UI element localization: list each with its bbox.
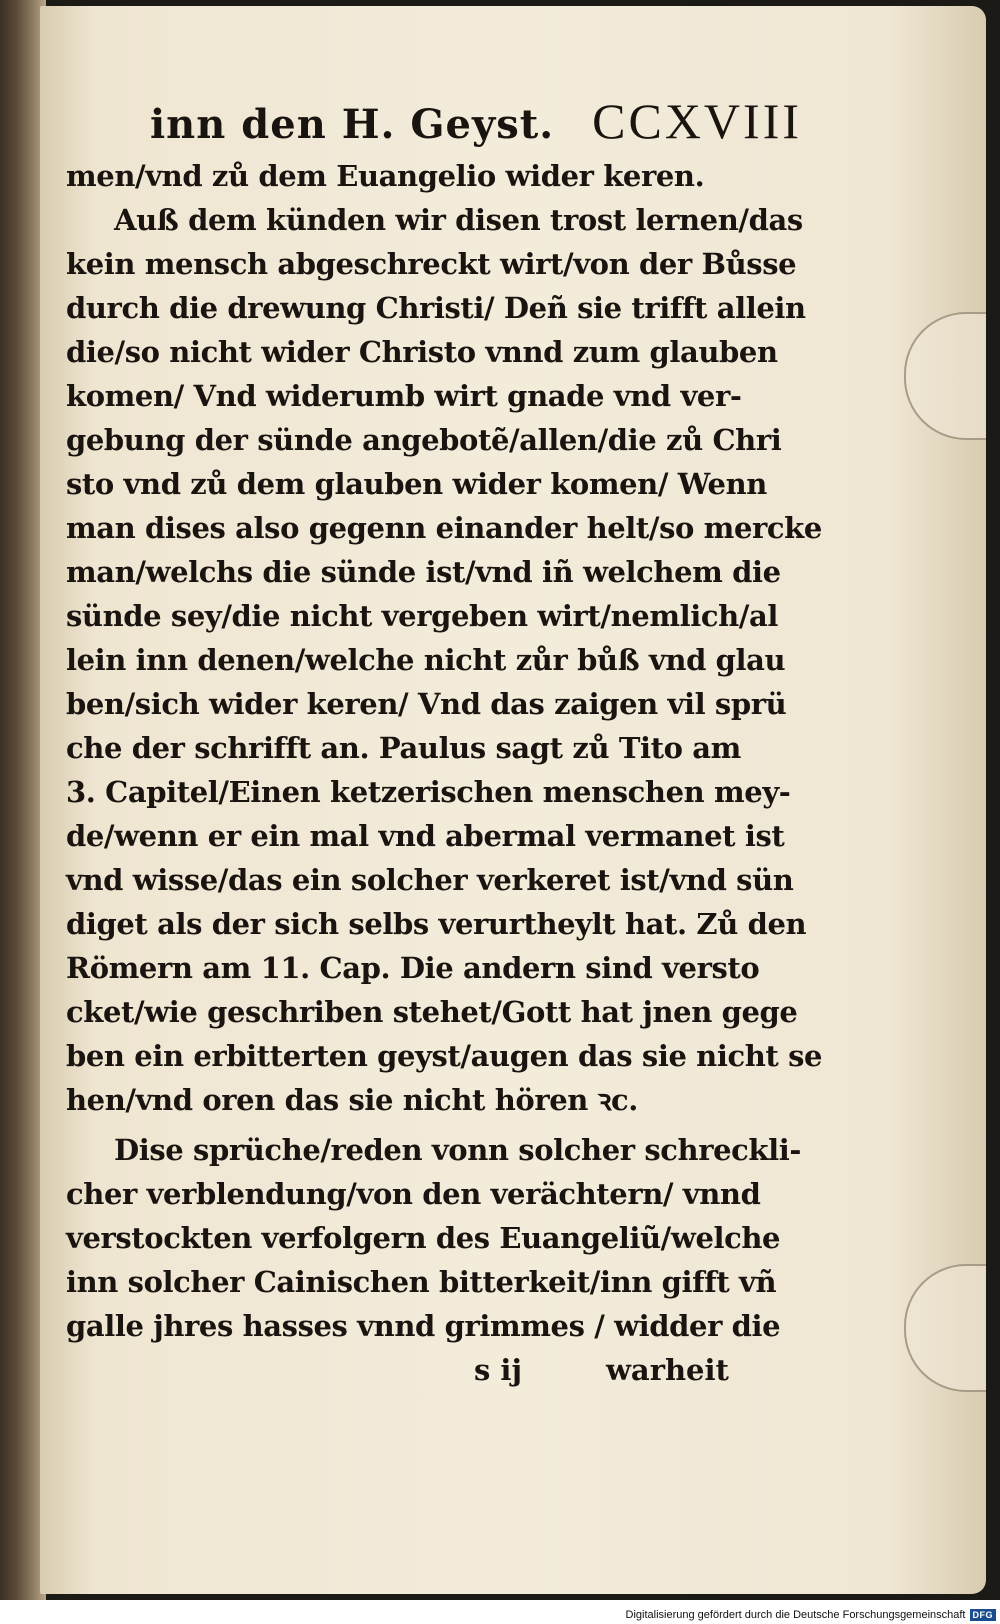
text-line: die/so nicht wider Christo vnnd zum glauben	[66, 335, 778, 369]
text-line: man dises also gegenn einander helt/so mercke	[66, 511, 822, 545]
text-line: cher verblendung/von den verächtern/ vnnd	[66, 1177, 761, 1211]
text-line: sünde sey/die nicht vergeben wirt/nemlich/al	[66, 599, 778, 633]
text-line: durch die drewung Christi/ Deñ sie trifft allein	[66, 291, 806, 325]
text-line: che der schrifft an. Paulus sagt zů Tito am	[66, 731, 741, 765]
text-line: Dise sprüche/reden vonn solcher schreckli-	[114, 1133, 801, 1167]
page-text	[66, 92, 823, 1392]
running-head: inn den H. Geyst.	[149, 101, 555, 148]
text-line: men/vnd zů dem Euangelio wider keren.	[66, 159, 705, 193]
text-line: diget als der sich selbs verurtheylt hat. Zů den	[66, 907, 807, 941]
page-header	[66, 92, 802, 154]
page-clip-bottom	[904, 1264, 986, 1392]
text-line: verstockten verfolgern des Euangeliũ/welche	[66, 1221, 781, 1255]
text-line: 3. Capitel/Einen ketzerischen menschen mey-	[66, 775, 791, 809]
text-line: ben/sich wider keren/ Vnd das zaigen vil sprü	[66, 687, 787, 721]
text-line: hen/vnd oren das sie nicht hören ꝛc.	[66, 1083, 638, 1117]
page-clip-top	[904, 312, 986, 440]
text-line: sto vnd zů dem glauben wider komen/ Wenn	[66, 467, 767, 501]
page-footer	[66, 1348, 802, 1392]
text-line: Römern am 11. Cap. Die andern sind versto	[66, 951, 760, 985]
text-line: gebung der sünde angebotẽ/allen/die zů Chri	[66, 423, 782, 457]
catchword: warheit	[605, 1353, 729, 1387]
text-line: ben ein erbitterten geyst/augen das sie nicht se	[66, 1039, 823, 1073]
text-line: man/welchs die sünde ist/vnd iñ welchem die	[66, 555, 781, 589]
credit-text: Digitalisierung gefördert durch die Deutsche Forschungsgemeinschaft	[625, 1609, 966, 1621]
text-line: komen/ Vnd widerumb wirt gnade vnd ver-	[66, 379, 742, 413]
text-line: kein mensch abgeschreckt wirt/von der Bůsse	[66, 247, 797, 281]
text-line: vnd wisse/das ein solcher verkeret ist/vnd sün	[66, 863, 794, 897]
signature-mark: s ij	[474, 1353, 522, 1387]
digitization-credit	[626, 1609, 996, 1621]
dfg-logo: DFG	[970, 1609, 997, 1621]
text-line: Auß dem künden wir disen trost lernen/das	[114, 203, 803, 237]
text-line: lein inn denen/welche nicht zůr bůß vnd glau	[66, 643, 786, 677]
text-line: cket/wie geschriben stehet/Gott hat jnen gege	[66, 995, 798, 1029]
text-line: galle jhres hasses vnnd grimmes / widder die	[66, 1309, 781, 1343]
text-line: de/wenn er ein mal vnd abermal vermanet ist	[66, 819, 785, 853]
folio-number: CCXVIII	[592, 93, 802, 149]
text-line: inn solcher Cainischen bitterkeit/inn gifft vñ	[66, 1265, 777, 1299]
